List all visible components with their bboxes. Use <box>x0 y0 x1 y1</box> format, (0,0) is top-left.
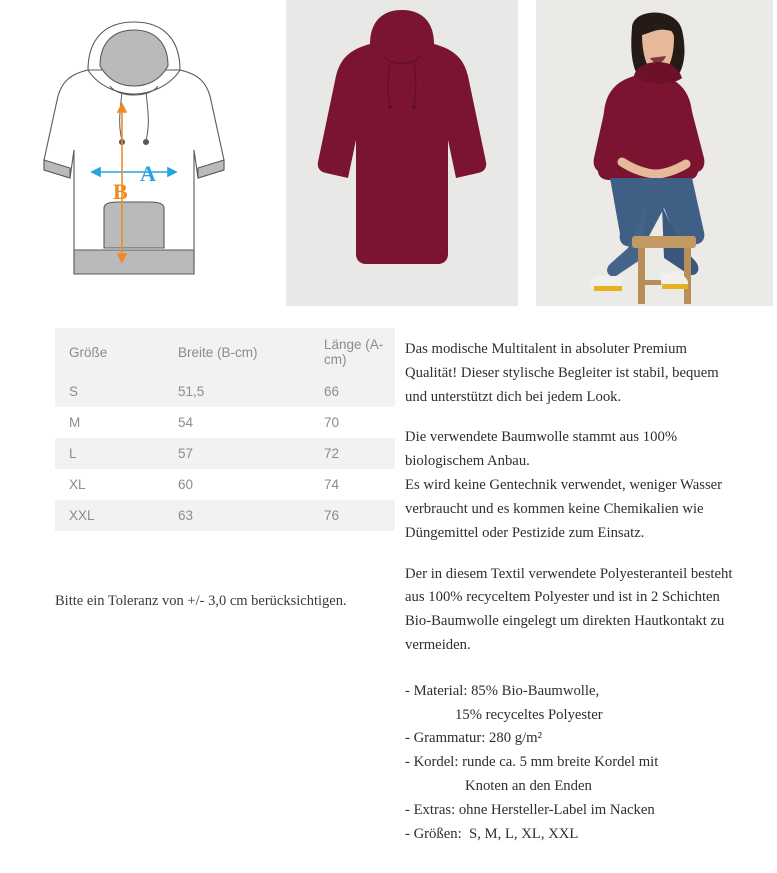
size-table-header-laenge: Länge (A-cm) <box>310 328 395 376</box>
size-table-header-groesse: Größe <box>55 328 164 376</box>
hoodie-model-photo <box>536 0 773 306</box>
description-paragraph-2: Die verwendete Baumwolle stammt aus 100% biologischem Anbau. <box>405 429 678 470</box>
length-cell: 66 <box>324 384 340 399</box>
width-cell: 54 <box>178 415 194 430</box>
size-cell: L <box>69 446 77 461</box>
table-row <box>55 500 395 531</box>
product-description <box>405 310 735 658</box>
specs-list <box>405 680 757 847</box>
length-cell: 74 <box>324 477 340 492</box>
table-row <box>55 376 395 407</box>
spec-extras: - Extras: ohne Hersteller-Label im Nacken <box>405 801 655 818</box>
description-paragraph-1: Das modische Multitalent in absoluter Premium Qualität! Dieser stylische Begleiter ist stabil, bequem und unterstützt dich bei jedem Look. <box>405 341 719 405</box>
size-cell: XXL <box>69 508 95 523</box>
spec-material-line-2: 15% recyceltes Polyester <box>455 706 603 723</box>
hoodie-technical-drawing <box>0 0 268 310</box>
length-cell: 70 <box>324 415 340 430</box>
size-table <box>55 328 395 531</box>
description-paragraph-4: Der in diesem Textil verwendete Polyesteranteil besteht aus 100% recyceltem Polyester und ist in 2 Schichten Bio-Baumwolle eingelegt um direkten Hautkontakt zu vermeiden. <box>405 565 733 653</box>
hoodie-product-photo <box>286 0 518 306</box>
table-row <box>55 438 395 469</box>
spec-grammatur: - Grammatur: 280 g/m² <box>405 730 542 747</box>
measure-label-b: B <box>113 179 128 204</box>
size-table-header-row <box>55 328 395 376</box>
spec-groessen: - Größen: S, M, L, XL, XXL <box>405 825 579 842</box>
product-image-row <box>0 0 777 310</box>
spec-material-line-1: - Material: 85% Bio-Baumwolle, <box>405 682 600 699</box>
table-row <box>55 407 395 438</box>
spec-kordel-line-2: Knoten an den Enden <box>465 778 592 794</box>
width-cell: 63 <box>178 508 194 523</box>
size-cell: M <box>69 415 81 430</box>
size-cell: S <box>69 384 79 399</box>
spec-kordel-line-1: - Kordel: runde ca. 5 mm breite Kordel mit <box>405 754 659 771</box>
size-table-column <box>0 310 400 846</box>
content-area <box>0 310 777 846</box>
measure-label-a: A <box>140 161 156 186</box>
width-cell: 57 <box>178 446 194 461</box>
width-cell: 60 <box>178 477 194 492</box>
length-cell: 76 <box>324 508 340 523</box>
description-paragraph-3: Es wird keine Gentechnik verwendet, weniger Wasser verbraucht und es kommen keine Chemikalien wie Düngemittel oder Pestizide zum Einsatz. <box>405 477 723 541</box>
length-cell: 72 <box>324 446 340 461</box>
width-cell: 51,5 <box>178 384 205 399</box>
table-row <box>55 469 395 500</box>
description-column <box>400 310 777 846</box>
size-table-header-breite: Breite (B-cm) <box>164 328 310 376</box>
size-cell: XL <box>69 477 86 492</box>
tolerance-note: Bitte ein Toleranz von +/- 3,0 cm berücksichtigen. <box>55 593 347 609</box>
